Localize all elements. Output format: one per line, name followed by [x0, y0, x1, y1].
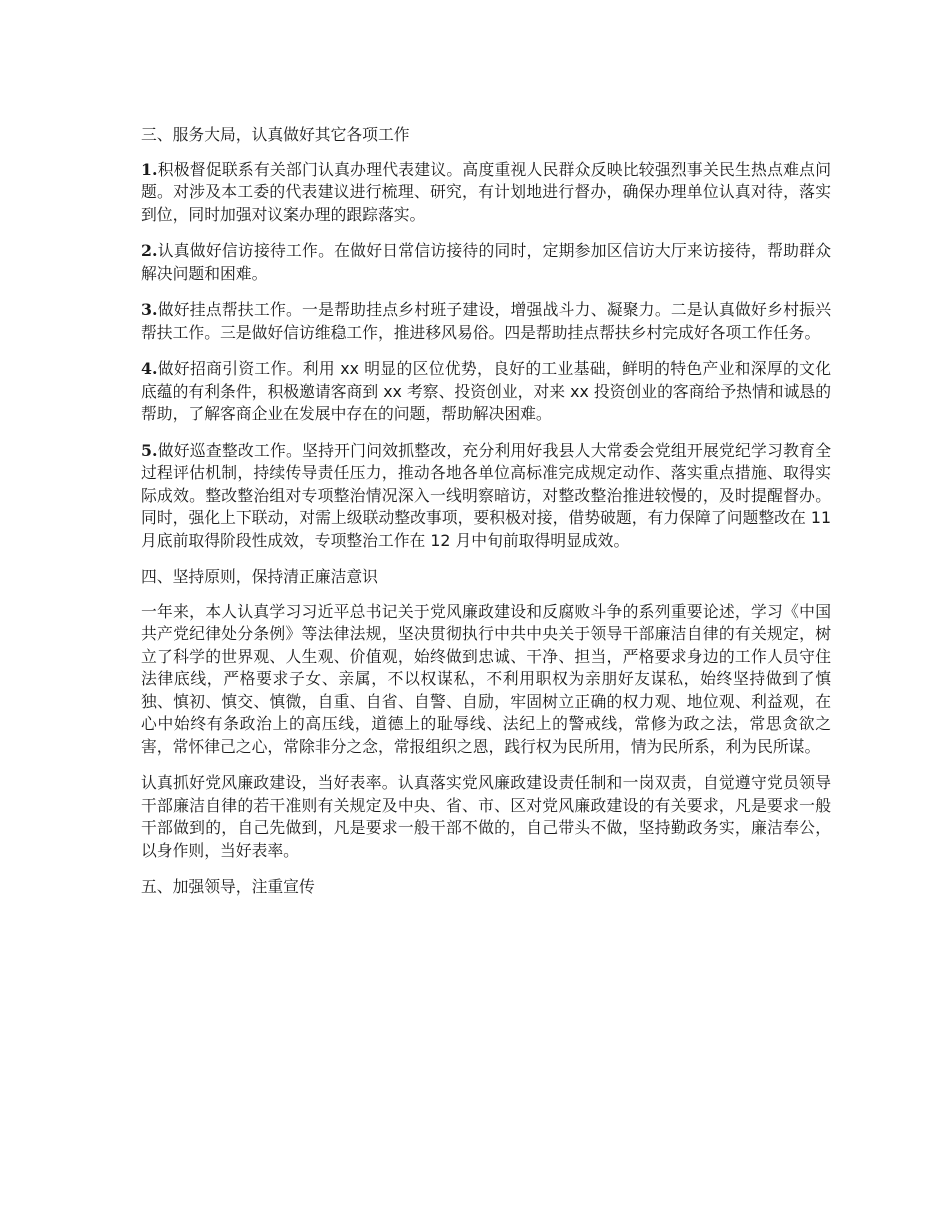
- item-4-number: 4.: [141, 359, 158, 378]
- item-4-paragraph: [141, 358, 831, 426]
- section-4-paragraph-2: 认真抓好党风廉政建设，当好表率。认真落实党风廉政建设责任制和一岗双责，自觉遵守党员领导干部廉洁自律的若干准则有关规定及中央、省、市、区对党风廉政建设的有关要求，凡是要求一般干部做到的，自己先做到，凡是要求一般干部不做的，自己带头不做，坚持勤政务实，廉洁奉公，以身作则，当好表率。: [141, 773, 831, 860]
- section-5-heading: 五、加强领导，注重宣传: [141, 877, 315, 896]
- item-2-number: 2.: [141, 241, 158, 260]
- item-5-number: 5.: [141, 440, 158, 460]
- item-5-paragraph: [141, 440, 831, 553]
- item-5-text: 做好巡查整改工作。坚持开门问效抓整改，充分利用好我县人大常委会党组开展党纪学习教育全过程评估机制，持续传导责任压力，推动各地各单位高标准完成规定动作、落实重点措施、取得实际成效。整改整治组对专项整治情况深入一线明察暗访，对整改整治推进较慢的，及时提醒督办。同时，强化上下联动，对需上级联动整改事项，要积极对接，借势破题，有力保障了问题整改在 11 月底前取得阶段性成效，专项整治工作在 12 月中旬前取得明显成效。: [141, 440, 831, 550]
- section-3-heading: 三、服务大局，认真做好其它各项工作: [141, 125, 410, 144]
- item-1-paragraph: [141, 159, 831, 227]
- item-1-number: 1.: [141, 159, 158, 179]
- item-2-paragraph: [141, 240, 831, 285]
- section-4-paragraph-1: 一年来，本人认真学习习近平总书记关于党风廉政建设和反腐败斗争的系列重要论述，学习《中国共产党纪律处分条例》等法律法规，坚决贯彻执行中共中央关于领导干部廉洁自律的有关规定，树立了科学的世界观、人生观、价值观，始终做到忠诚、干净、担当，严格要求身边的工作人员守住法律底线，严格要求子女、亲属，不以权谋私，不利用职权为亲朋好友谋私，始终坚持做到了慎独、慎初、慎交、慎微，自重、自省、自警、自励，牢固树立正确的权力观、地位观、利益观，在心中始终有条政治上的高压线，道德上的耻辱线、法纪上的警戒线，常修为政之法，常思贪欲之害，常怀律己之心，常除非分之念，常报组织之恩，践行权为民所用，情为民所系，利为民所谋。: [141, 601, 831, 756]
- document-page: [141, 124, 831, 911]
- item-1-text: 积极督促联系有关部门认真办理代表建议。高度重视人民群众反映比较强烈事关民生热点难点问题。对涉及本工委的代表建议进行梳理、研究，有计划地进行督办，确保办理单位认真对待，落实到位，同时加强对议案办理的跟踪落实。: [141, 159, 831, 224]
- item-3-text: 做好挂点帮扶工作。一是帮助挂点乡村班子建设，增强战斗力、凝聚力。二是认真做好乡村振兴帮扶工作。三是做好信访维稳工作，推进移风易俗。四是帮助挂点帮扶乡村完成好各项工作任务。: [141, 300, 831, 342]
- item-2-text: 认真做好信访接待工作。在做好日常信访接待的同时，定期参加区信访大厅来访接待，帮助群众解决问题和困难。: [141, 241, 831, 283]
- item-3-number: 3.: [141, 300, 158, 319]
- item-3-paragraph: [141, 299, 831, 344]
- section-4-heading: 四、坚持原则，保持清正廉洁意识: [141, 567, 378, 586]
- item-4-text: 做好招商引资工作。利用 xx 明显的区位优势，良好的工业基础，鲜明的特色产业和深厚的文化底蕴的有利条件，积极邀请客商到 xx 考察、投资创业，对来 xx 投资创业的客商给予热情和诚恳的帮助，了解客商企业在发展中存在的问题，帮助解决困难。: [141, 359, 831, 423]
